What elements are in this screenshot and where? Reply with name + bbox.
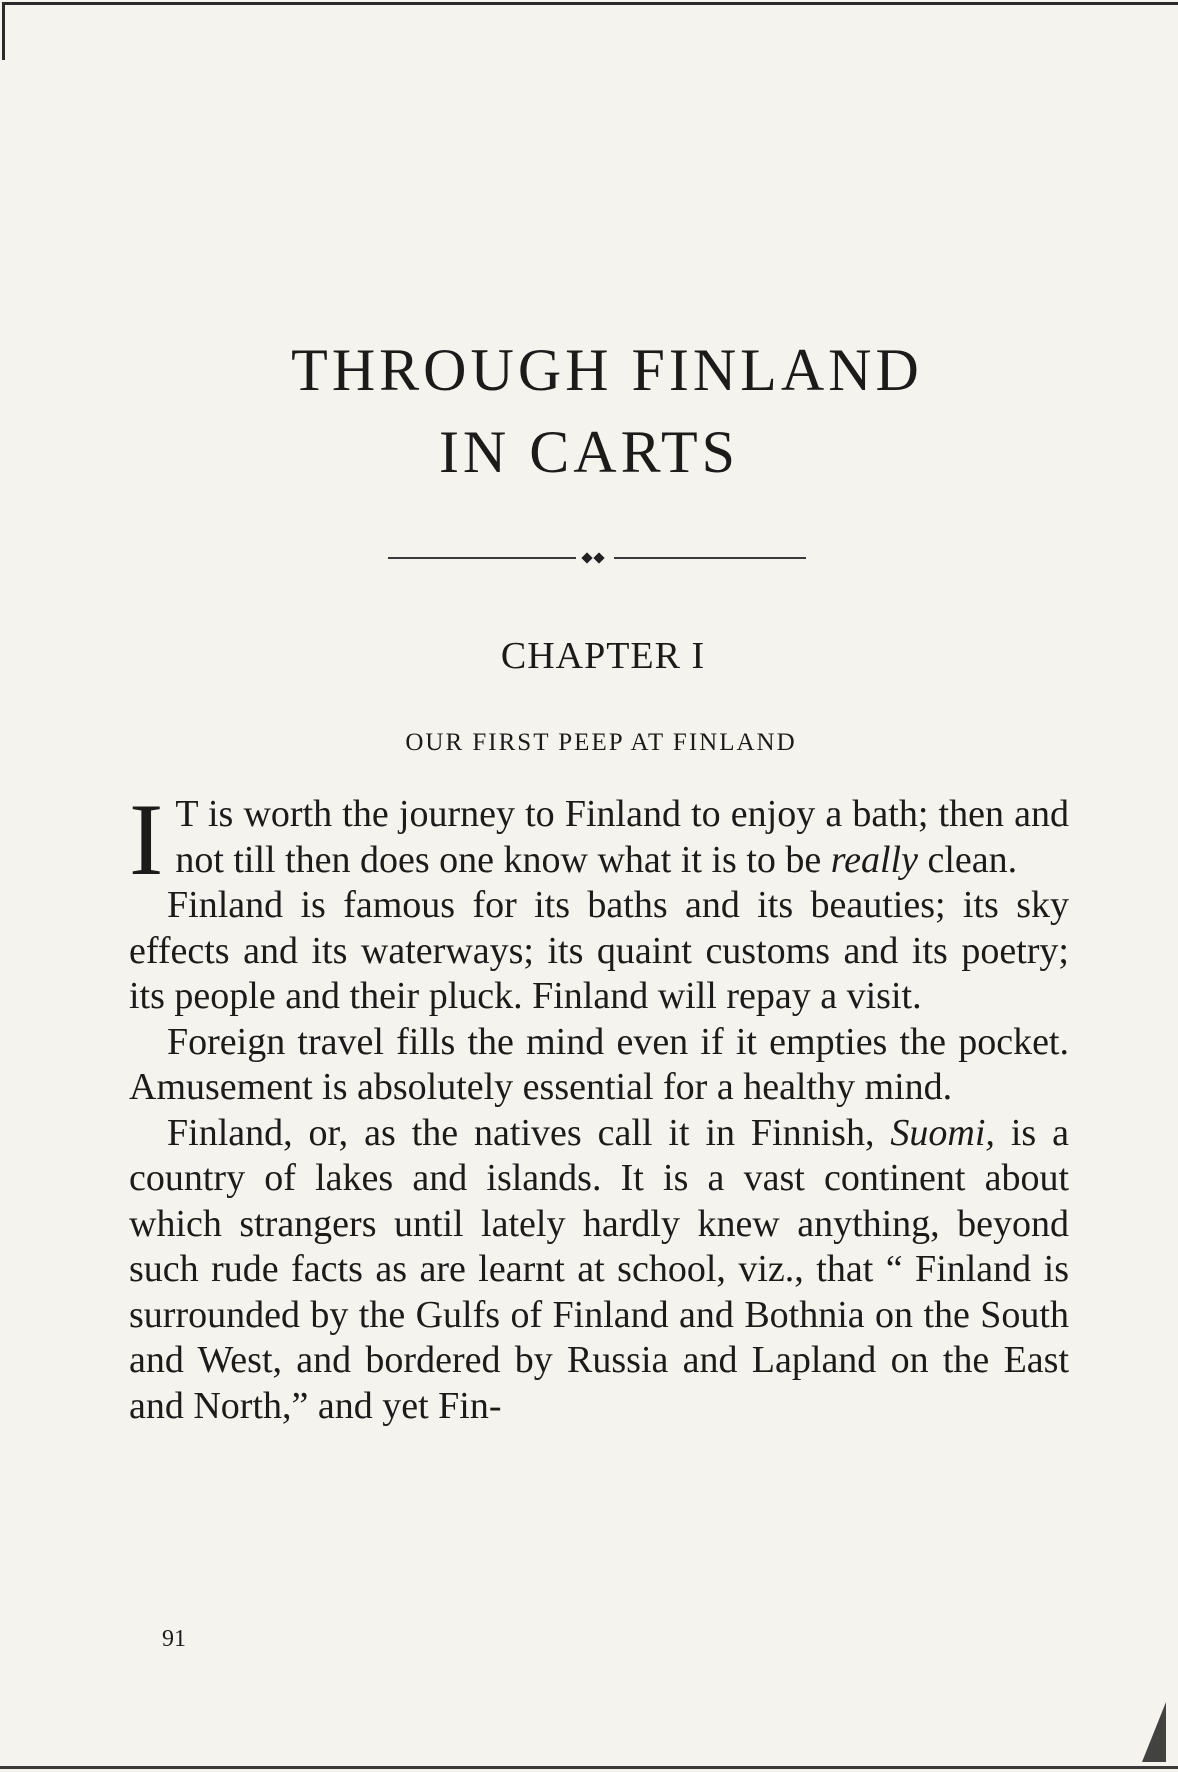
book-title-line-1: THROUGH FINLAND [291,337,923,403]
chapter-body [129,783,1069,1429]
page-left-edge [2,2,5,60]
paragraph-4-text-b: is a country of lakes and islands. It is a vast continent about which strangers until lately hardly knew anything, beyond such rude facts as are learnt at school, viz., that “ Finland is surrounded by the Gulfs of Finland and Bothnia on the South and West, and bordered by Russia and Lapland on the East and North,” and yet Fin- [129,1111,1069,1427]
paragraph-1 [129,783,1069,897]
ornament-line-right [614,557,806,559]
paragraph-1-text-b: clean. [917,838,1018,881]
page-number: 91 [162,1626,186,1652]
ornament-diamond-icon [581,552,592,563]
drop-cap: I [129,783,164,897]
page-top-edge [4,2,1178,5]
book-title-line-2: IN CARTS [438,419,740,485]
paragraph-1-emphasis: really [830,838,918,881]
paragraph-3: Foreign travel fills the mind even if it empties the pocket. Amusement is absolutely essential for a healthy mind. [129,1020,1069,1108]
page-corner-shadow [1142,1702,1166,1762]
paragraph-2: Finland is famous for its baths and its beauties; its sky effects and its waterways; its quaint customs and its poetry; its people and their pluck. Finland will repay a visit. [129,884,1069,1017]
paragraph-1-text-a: T is worth the journey to Finland to enjoy a bath; then and not till then does one know what it is to be [175,793,1069,881]
ornament-line-left [388,557,576,559]
paragraph-4 [129,1111,1069,1430]
chapter-subtitle: OUR FIRST PEEP AT FINLAND [405,729,797,756]
ornament-diamond-icon [593,552,604,563]
paragraph-4-emphasis: Suomi, [890,1111,995,1154]
page-bottom-edge [0,1766,1178,1769]
title-ornament-rule [388,553,806,563]
paragraph-4-text-a: Finland, or, as the natives call it in Finnish, [167,1111,891,1154]
chapter-heading: CHAPTER I [500,635,706,677]
